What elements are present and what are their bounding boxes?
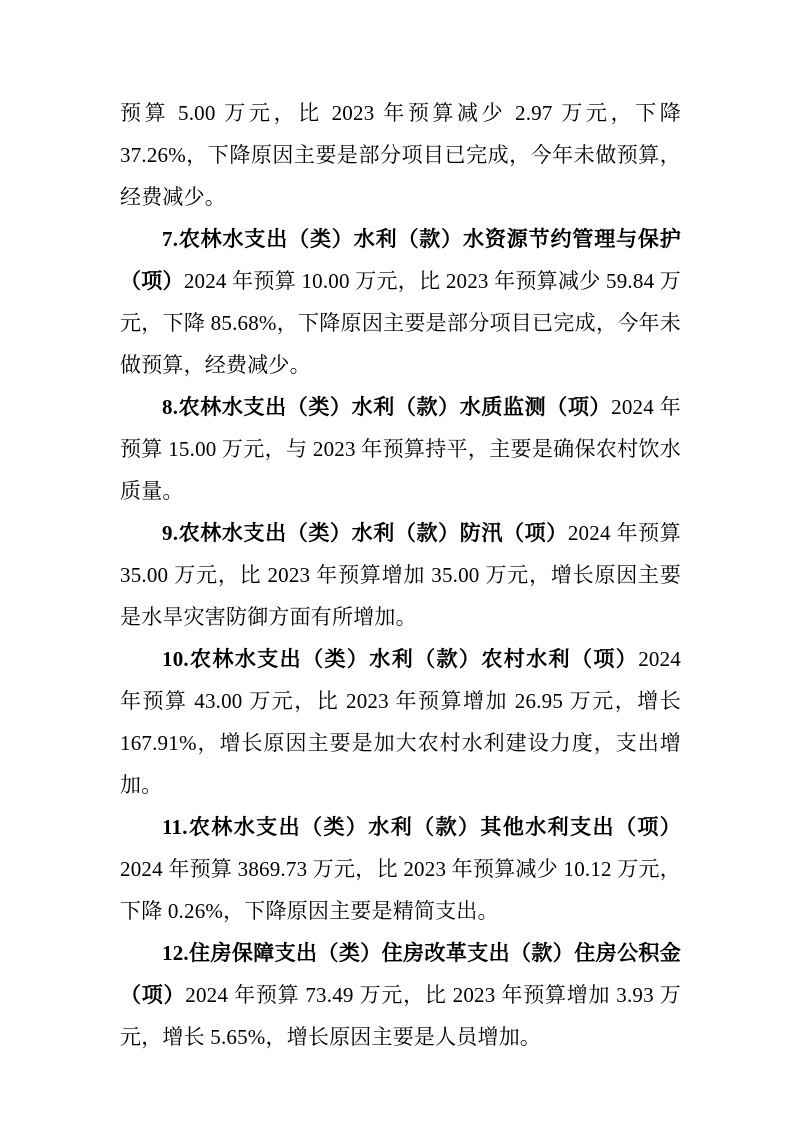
paragraph-item-7-heading: 7.农林水支出（类）水利（款）水资源节约管理与保护（项） (120, 227, 681, 293)
paragraph-item-12 (120, 932, 681, 1058)
paragraph-item-9 (120, 512, 681, 638)
document-text-block (120, 92, 681, 1058)
paragraph-item-10 (120, 638, 681, 806)
paragraph-item-8-heading: 8.农林水支出（类）水利（款）水质监测（项） (162, 395, 612, 419)
paragraph-item-9-body: 2024 年预算 35.00 万元，比 2023 年预算增加 35.00 万元，增长原因主要是水旱灾害防御方面有所增加。 (120, 521, 681, 629)
paragraph-item-12-body: 2024 年预算 73.49 万元，比 2023 年预算增加 3.93 万元，增长 5.65%，增长原因主要是人员增加。 (120, 983, 681, 1049)
paragraph-item-8-body: 2024 年预算 15.00 万元，与 2023 年预算持平，主要是确保农村饮水质量。 (120, 395, 682, 503)
paragraph-continuation: 预算 5.00 万元，比 2023 年预算减少 2.97 万元，下降 37.26%，下降原因主要是部分项目已完成，今年未做预算，经费减少。 (120, 101, 681, 209)
paragraph-item-11 (120, 806, 681, 932)
paragraph-item-10-heading: 10.农林水支出（类）水利（款）农村水利（项） (162, 647, 639, 671)
paragraph-item-11-body: 2024 年预算 3869.73 万元，比 2023 年预算减少 10.12 万元，下降 0.26%，下降原因主要是精简支出。 (120, 857, 681, 923)
paragraph-item-12-heading: 12.住房保障支出（类）住房改革支出（款）住房公积金（项） (120, 941, 681, 1007)
paragraph-item-8 (120, 386, 681, 512)
paragraph-item-9-heading: 9.农林水支出（类）水利（款）防汛（项） (162, 521, 568, 545)
paragraph-item-7-body: 2024 年预算 10.00 万元，比 2023 年预算减少 59.84 万元，下降 85.68%，下降原因主要是部分项目已完成，今年未做预算，经费减少。 (120, 269, 681, 377)
paragraph-item-11-heading: 11.农林水支出（类）水利（款）其他水利支出（项） (162, 815, 681, 839)
paragraph-item-10-body: 2024 年预算 43.00 万元，比 2023 年预算增加 26.95 万元，增长 167.91%，增长原因主要是加大农村水利建设力度，支出增加。 (120, 647, 681, 797)
paragraph-item-7 (120, 218, 681, 386)
